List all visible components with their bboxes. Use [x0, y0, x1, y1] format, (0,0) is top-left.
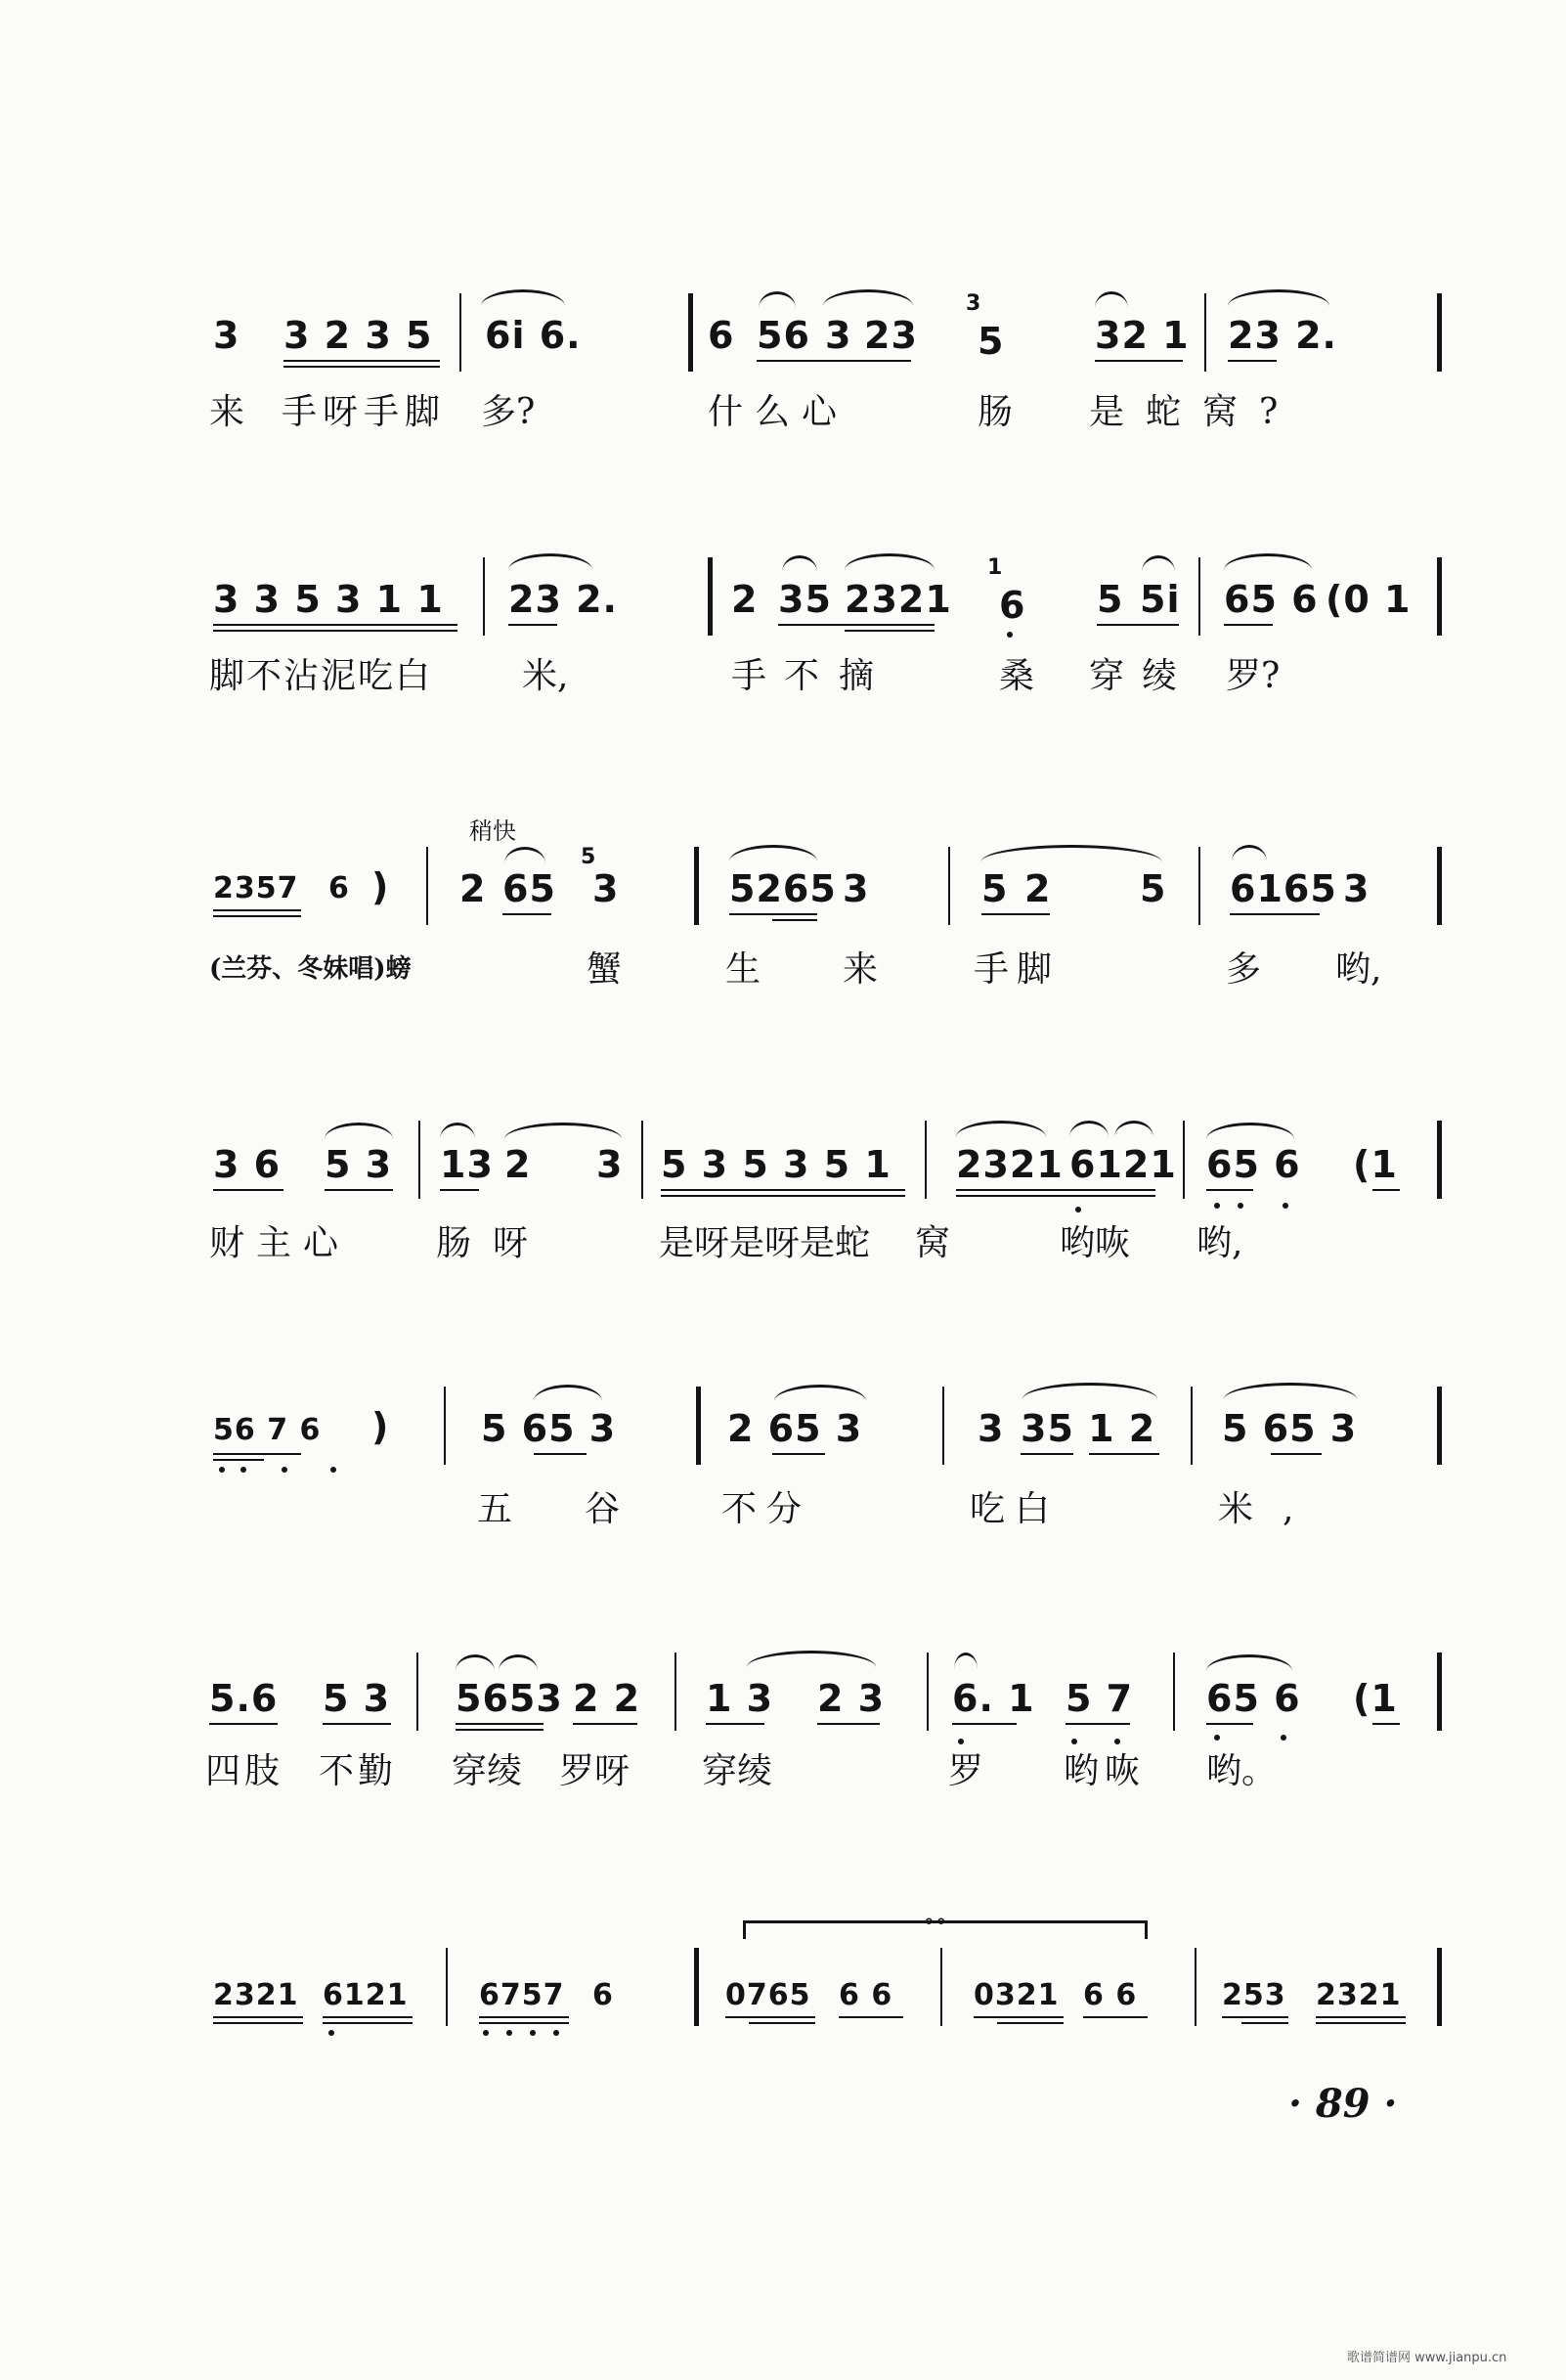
lyric: 哟。 — [1206, 1751, 1278, 1791]
underline — [456, 1729, 544, 1731]
underline — [1097, 624, 1179, 626]
note-group: 23 2. — [1228, 314, 1337, 357]
note-group: 3 — [825, 314, 852, 357]
note-group: 2 — [504, 1143, 532, 1186]
note-group: 6 6 — [1083, 1978, 1138, 2012]
underline — [661, 1195, 905, 1197]
underline — [974, 2016, 1064, 2018]
underline — [1066, 1723, 1130, 1725]
slur — [504, 1123, 622, 1139]
note-group: 6. 1 — [952, 1677, 1035, 1720]
slur — [1142, 555, 1175, 572]
note-group: 2321 — [1316, 1978, 1402, 2012]
note-group: 5 3 — [325, 1143, 393, 1186]
note-group: 23 — [864, 314, 918, 357]
slur — [759, 291, 796, 308]
underline — [729, 913, 817, 915]
underline — [323, 1723, 391, 1725]
octave-dot — [1114, 1739, 1120, 1744]
note-group: 2 — [1024, 867, 1052, 910]
note-group: 3 — [596, 1143, 624, 1186]
lyric: 不勤 — [319, 1751, 398, 1791]
note-group: 65 6 — [1224, 578, 1319, 621]
note-group: 3 — [843, 867, 870, 910]
barline — [418, 1121, 420, 1199]
barline — [696, 1387, 701, 1465]
underline — [1083, 2016, 1148, 2018]
note-group: 5 3 5 3 5 1 — [661, 1143, 892, 1186]
lyric: 谷 — [585, 1489, 621, 1529]
slur — [747, 1651, 876, 1667]
note-group: 2 2 — [573, 1677, 641, 1720]
note-group: 6i 6. — [485, 314, 582, 357]
underline — [1095, 360, 1183, 362]
lyric: (兰芬、冬妹唱)螃 — [209, 954, 412, 984]
underline — [749, 2022, 815, 2024]
barline — [416, 1653, 418, 1731]
octave-dot — [506, 2030, 512, 2036]
note-group: 2321 — [845, 578, 952, 621]
slur — [782, 555, 817, 572]
slur — [1232, 845, 1267, 861]
underline — [209, 1723, 278, 1725]
octave-dot — [553, 2030, 559, 2036]
underline — [1372, 1189, 1400, 1191]
lyric: 肠呀 — [436, 1223, 550, 1263]
underline — [772, 919, 817, 921]
underline — [213, 2016, 303, 2018]
octave-dot — [1214, 1735, 1220, 1741]
octave-dot — [282, 1467, 287, 1473]
underline — [323, 2016, 413, 2018]
note-group: 56 — [757, 314, 810, 357]
note-group: 5653 — [456, 1677, 563, 1720]
lyric: 哟咴 — [1064, 1751, 1147, 1791]
underline — [213, 1189, 283, 1191]
underline — [456, 1723, 544, 1725]
underline — [845, 630, 935, 632]
lyric: 窝 — [915, 1223, 951, 1263]
barline — [1437, 1387, 1442, 1465]
slur — [981, 845, 1161, 861]
barline — [444, 1387, 446, 1465]
repeat-sign: ∘∘ — [923, 1909, 948, 1932]
note-group: 5 — [981, 867, 1009, 910]
barline — [708, 557, 713, 636]
slur — [1022, 1383, 1157, 1399]
lyric: 五 — [477, 1489, 513, 1529]
barline — [483, 557, 485, 636]
slur — [1069, 1121, 1109, 1137]
note-group: 2 3 — [817, 1677, 886, 1720]
note-group: 1 3 — [706, 1677, 774, 1720]
barline — [1437, 293, 1442, 372]
octave-dot — [328, 2030, 334, 2036]
note-group: (1 — [1353, 1143, 1398, 1186]
underline — [573, 1723, 637, 1725]
note-group: 35 — [778, 578, 832, 621]
barline — [1191, 1387, 1193, 1465]
lyric: 脚不沾泥吃白 — [209, 656, 433, 696]
note-group: 13 — [440, 1143, 494, 1186]
underline — [213, 909, 301, 911]
lyric: 不分 — [721, 1489, 812, 1529]
note-group: 65 6 — [1206, 1677, 1301, 1720]
underline — [661, 1189, 905, 1191]
note-group: 3 3 5 3 1 1 — [213, 578, 444, 621]
score-row-6 — [0, 1633, 1566, 1809]
note-group: 6121 — [1069, 1143, 1177, 1186]
note-group: 3 — [592, 867, 620, 910]
note-group: 6 — [592, 1978, 614, 2012]
note-group: 3 — [978, 1407, 1005, 1450]
grace-note: 5 — [581, 845, 596, 869]
slur — [954, 1653, 978, 1669]
underline — [778, 624, 935, 626]
underline — [757, 360, 911, 362]
octave-dot — [1007, 632, 1013, 638]
slur — [1224, 1383, 1357, 1399]
note-group: 6 — [999, 584, 1026, 627]
octave-dot — [530, 2030, 536, 2036]
barline — [426, 847, 428, 925]
underline — [1316, 2022, 1406, 2024]
barline — [940, 1948, 942, 2026]
note-group: 0765 — [725, 1978, 811, 2012]
note-group: (1 — [1353, 1677, 1398, 1720]
underline — [956, 1195, 1155, 1197]
lyric: 吃白 — [970, 1489, 1061, 1529]
barline — [1437, 1121, 1442, 1199]
slur — [1228, 289, 1329, 306]
lyric: 四肢 — [205, 1751, 284, 1791]
barline — [1437, 1948, 1442, 2026]
slur — [325, 1123, 393, 1139]
note-group: 23 2. — [508, 578, 618, 621]
tempo-marking: 稍快 — [469, 817, 516, 845]
note-group: 3 6 — [213, 1143, 282, 1186]
barline — [1183, 1121, 1185, 1199]
slur — [729, 845, 817, 861]
grace-note: 1 — [987, 555, 1003, 580]
score-row-2 — [0, 557, 1566, 724]
underline — [479, 2016, 569, 2018]
slur — [456, 1654, 495, 1671]
score-row-7 — [0, 1907, 1566, 2053]
note-group: 5 — [1140, 867, 1167, 910]
underline — [213, 624, 457, 626]
barline — [942, 1387, 944, 1465]
underline — [817, 1723, 880, 1725]
lyric: 罗呀 — [559, 1751, 631, 1791]
underline — [283, 366, 440, 368]
note-group: 6757 — [479, 1978, 565, 2012]
lyric: 是蛇窝? — [1089, 392, 1300, 432]
note-group: ) — [371, 1405, 390, 1448]
lyric: 哟咴 — [1060, 1223, 1131, 1263]
note-group: 35 1 2 — [1021, 1407, 1156, 1450]
barline — [694, 1948, 699, 2026]
lyric: 生 — [725, 949, 761, 990]
lyric: 财主心 — [209, 1223, 351, 1263]
slur — [845, 553, 935, 570]
slur — [481, 289, 565, 306]
underline — [1021, 1453, 1073, 1455]
slur — [774, 1385, 866, 1401]
lyric: 多? — [481, 392, 536, 432]
underline — [213, 1453, 301, 1455]
lyric: 是呀是呀是蛇 — [659, 1223, 871, 1263]
lyric: 手不 — [731, 656, 838, 696]
watermark: 歌谱简谱网 www.jianpu.cn — [1347, 2351, 1507, 2365]
octave-dot — [958, 1739, 964, 1744]
note-group: 5i — [1140, 578, 1181, 621]
lyric: 罗 — [948, 1751, 984, 1791]
barline — [694, 847, 699, 925]
octave-dot — [1281, 1735, 1286, 1741]
barline — [1437, 1653, 1442, 1731]
barline — [1198, 847, 1200, 925]
note-group: 5 — [1097, 578, 1124, 621]
note-group: 6 — [328, 871, 350, 905]
note-group: 0321 — [974, 1978, 1060, 2012]
note-group: 6121 — [323, 1978, 409, 2012]
barline — [1204, 293, 1206, 372]
barline — [1437, 847, 1442, 925]
note-group: 56 7 6 — [213, 1413, 322, 1447]
note-group: (0 1 — [1326, 578, 1412, 621]
score-row-1 — [0, 293, 1566, 460]
barline — [446, 1948, 448, 2026]
underline — [1206, 1723, 1253, 1725]
note-group: 2 — [731, 578, 759, 621]
slur — [1095, 291, 1128, 308]
underline — [213, 915, 301, 917]
note-group: 5 65 3 — [1222, 1407, 1358, 1450]
note-group: 3 — [213, 314, 240, 357]
lyric: 罗? — [1226, 656, 1281, 696]
note-group: 6165 — [1230, 867, 1337, 910]
barline — [641, 1121, 643, 1199]
barline — [1437, 557, 1442, 636]
barline — [1198, 557, 1200, 636]
lyric: 米, — [522, 656, 569, 696]
lyric: 哟, — [1196, 1223, 1243, 1263]
underline — [1241, 2022, 1288, 2024]
lyric: 多 — [1226, 949, 1262, 990]
underline — [502, 913, 551, 915]
note-group: 5 65 3 — [481, 1407, 617, 1450]
note-group: 3 — [1343, 867, 1370, 910]
score-row-4 — [0, 1095, 1566, 1271]
slur — [1224, 553, 1312, 570]
barline — [674, 1653, 676, 1731]
octave-dot — [1214, 1203, 1220, 1209]
slur — [534, 1385, 602, 1401]
slur — [823, 289, 913, 306]
note-group: 2321 — [213, 1978, 299, 2012]
barline — [948, 847, 950, 925]
underline — [325, 1189, 393, 1191]
slur — [1206, 1123, 1294, 1139]
underline — [772, 1453, 825, 1455]
underline — [534, 1453, 587, 1455]
note-group: 5 7 — [1066, 1677, 1134, 1720]
lyric: 来 — [209, 392, 245, 432]
lyric: 来 — [843, 949, 879, 990]
lyric: 什么心 — [708, 392, 849, 432]
lyric: 手呀手脚 — [282, 392, 447, 432]
octave-dot — [1075, 1207, 1081, 1212]
lyric: 蟹 — [587, 949, 623, 990]
octave-dot — [219, 1467, 225, 1473]
underline — [479, 2022, 569, 2024]
underline — [725, 2016, 815, 2018]
underline — [706, 1723, 764, 1725]
underline — [1230, 913, 1320, 915]
note-group: 5 3 — [323, 1677, 391, 1720]
note-group: 2321 — [956, 1143, 1064, 1186]
slur — [499, 1654, 538, 1671]
underline — [997, 2022, 1064, 2024]
slur — [508, 553, 592, 570]
underline — [1372, 1723, 1400, 1725]
underline — [1222, 2016, 1288, 2018]
underline — [323, 2022, 413, 2024]
lyric: 米, — [1218, 1489, 1324, 1529]
slur — [1114, 1121, 1153, 1137]
barline — [688, 293, 693, 372]
barline — [459, 293, 461, 372]
note-group: ) — [371, 865, 390, 908]
lyric: 摘 — [839, 656, 875, 696]
underline — [213, 630, 457, 632]
note-group: 5.6 — [209, 1677, 279, 1720]
underline — [283, 360, 440, 362]
lyric: 穿绫 — [452, 1751, 523, 1791]
slur — [440, 1123, 475, 1139]
underline — [213, 1459, 264, 1461]
grace-note: 3 — [966, 291, 981, 316]
octave-dot — [330, 1467, 336, 1473]
note-group: 6 6 — [839, 1978, 893, 2012]
note-group: 5 — [978, 320, 1005, 363]
slur — [1206, 1654, 1292, 1671]
note-group: 5265 — [729, 867, 837, 910]
note-group: 2 65 3 — [727, 1407, 863, 1450]
underline — [508, 624, 557, 626]
underline — [839, 2016, 903, 2018]
lyric: 哟, — [1335, 949, 1382, 990]
underline — [1271, 1453, 1322, 1455]
note-group: 65 — [502, 867, 556, 910]
underline — [1228, 360, 1277, 362]
lyric: 桑 — [999, 656, 1035, 696]
lyric: 穿绫 — [1089, 656, 1196, 696]
score-row-3 — [0, 812, 1566, 1007]
note-group: 3 2 3 5 — [283, 314, 433, 357]
underline — [1224, 624, 1273, 626]
barline — [925, 1121, 927, 1199]
slur — [504, 847, 545, 863]
lyric: 穿绫 — [702, 1751, 773, 1791]
note-group: 2 — [459, 867, 487, 910]
score-row-5 — [0, 1369, 1566, 1545]
underline — [440, 1189, 479, 1191]
barline — [927, 1653, 929, 1731]
octave-dot — [1238, 1203, 1243, 1209]
underline — [1206, 1189, 1253, 1191]
note-group: 6 — [708, 314, 735, 357]
note-group: 2357 — [213, 871, 299, 905]
note-group: 32 1 — [1095, 314, 1190, 357]
underline — [952, 1723, 1017, 1725]
underline — [213, 2022, 303, 2024]
barline — [1195, 1948, 1196, 2026]
octave-dot — [1071, 1739, 1077, 1744]
note-group: 65 6 — [1206, 1143, 1301, 1186]
lyric: 手脚 — [974, 949, 1061, 990]
octave-dot — [483, 2030, 489, 2036]
underline — [981, 913, 1050, 915]
slur — [956, 1121, 1046, 1137]
barline — [1173, 1653, 1175, 1731]
octave-dot — [240, 1467, 246, 1473]
underline — [956, 1189, 1155, 1191]
octave-dot — [1283, 1203, 1288, 1209]
underline — [1316, 2016, 1406, 2018]
underline — [1089, 1453, 1159, 1455]
note-group: 253 — [1222, 1978, 1286, 2012]
page-number: · 89 · — [1288, 2081, 1398, 2127]
lyric: 肠 — [978, 392, 1014, 432]
